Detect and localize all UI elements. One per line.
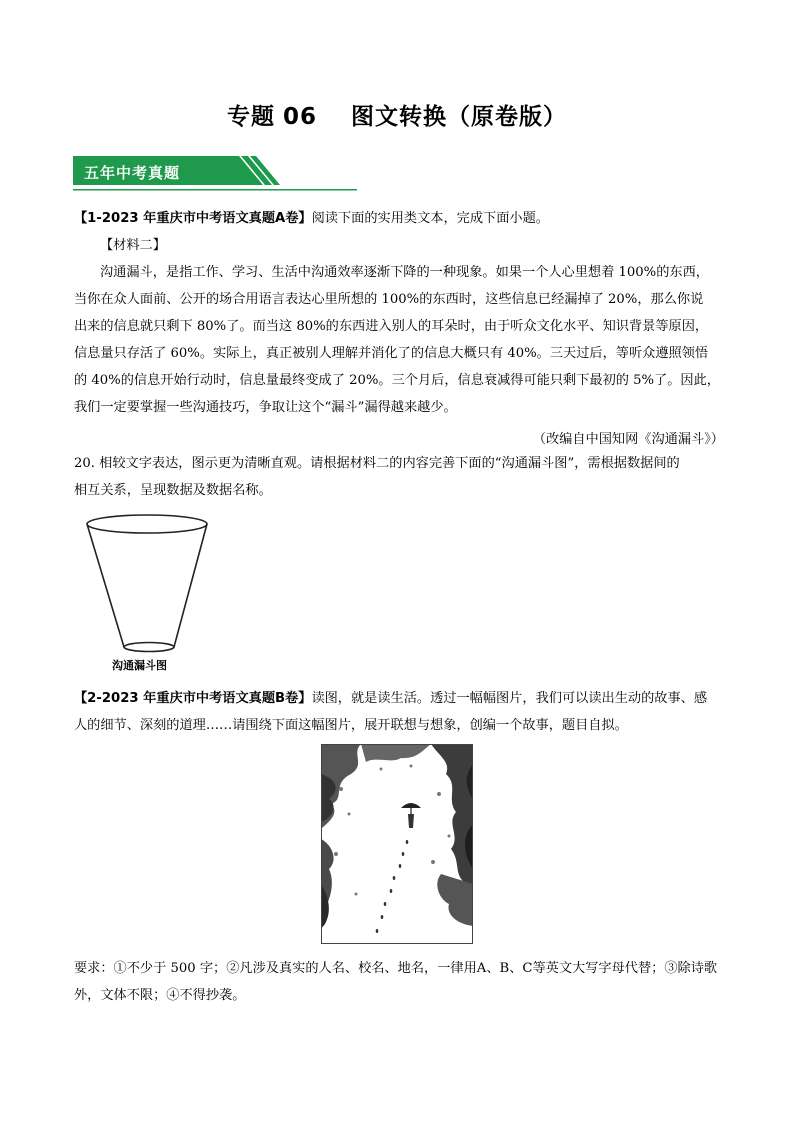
title-number: 06	[282, 104, 317, 130]
paragraph-line: 出来的信息就只剩下 80%了。而当这 80%的东西进入别人的耳朵时，由于听众文化水平、知识背景等原因，	[74, 319, 709, 334]
paragraph-line: 我们一定要掌握一些沟通技巧，争取让这个“漏斗”漏得越来越少。	[74, 400, 457, 415]
paragraph-line: 当你在众人面前、公开的场合用语言表达心里所想的 100%的东西时，这些信息已经漏掉了 20%，那么你说	[74, 292, 704, 307]
title-part-a: 专题	[226, 104, 275, 130]
question-line: 相互关系，呈现数据及数据名称。	[74, 483, 272, 498]
requirement-line: 要求：①不少于 500 字；②凡涉及真实的人名、校名、地名，一律用A、B、C等英文大写字母代替；③除诗歌	[74, 961, 718, 976]
section-banner-label: 五年中考真题	[84, 164, 181, 182]
q2-header-line	[74, 690, 724, 708]
title-part-b: 图文转换（原卷版）	[351, 104, 567, 130]
q1-header-line	[74, 210, 724, 228]
paragraph-line: 信息量只存活了 60%。实际上，真正被别人理解并消化了的信息大概只有 40%。三天过后，等听众遵照领悟	[74, 346, 709, 361]
q2-prompt-line: 人的细节、深刻的道理……请围绕下面这幅图片，展开联想与想象，创编一个故事，题目自拟。	[74, 718, 628, 733]
q1-source-label: 【1-2023 年重庆市中考语文真题A卷】	[74, 211, 312, 226]
snow-scene-image	[321, 744, 473, 944]
paragraph-line: 的 40%的信息开始行动时，信息量最终变成了 20%。三个月后，信息衰减得可能只剩下最初的 5%了。因此，	[74, 373, 720, 388]
q2-intro: 读图，就是读生活。透过一幅幅图片，我们可以读出生动的故事、感	[311, 691, 708, 706]
question-line: 20. 相较文字表达，图示更为清晰直观。请根据材料二的内容完善下面的“沟通漏斗图”，需根据数据间的	[74, 456, 680, 471]
funnel-caption: 沟通漏斗图	[112, 659, 167, 672]
requirement-line: 外，文体不限；④不得抄袭。	[74, 988, 246, 1003]
q1-intro: 阅读下面的实用类文本，完成下面小题。	[311, 211, 549, 226]
paragraph-line: 沟通漏斗，是指工作、学习、生活中沟通效率逐渐下降的一种现象。如果一个人心里想着 100%的东西，	[100, 265, 709, 280]
citation: （改编自中国知网《沟通漏斗》）	[532, 432, 724, 447]
material-heading: 【材料二】	[100, 238, 166, 253]
page-title	[0, 98, 794, 131]
q2-source-label: 【2-2023 年重庆市中考语文真题B卷】	[74, 691, 312, 706]
funnel-diagram	[80, 512, 215, 657]
